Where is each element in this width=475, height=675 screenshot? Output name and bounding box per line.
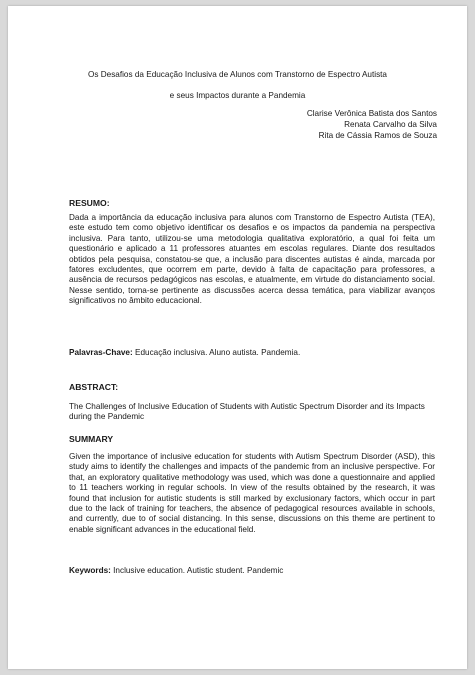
author-2: Renata Carvalho da Silva bbox=[344, 120, 437, 129]
author-3: Rita de Cássia Ramos de Souza bbox=[318, 131, 437, 140]
abstract-english-title: The Challenges of Inclusive Education of Students with Autistic Spectrum Disorder and its Impacts during the Pandemic bbox=[69, 402, 425, 422]
resumo-keywords-value: Educação inclusiva. Aluno autista. Pandemia. bbox=[135, 348, 301, 357]
resumo-keywords bbox=[69, 348, 435, 358]
summary-keywords-value: Inclusive education. Autistic student. Pandemic bbox=[113, 566, 284, 575]
resumo-heading: RESUMO: bbox=[69, 198, 110, 208]
abstract-heading: ABSTRACT: bbox=[69, 382, 119, 392]
document-page bbox=[8, 6, 467, 669]
summary-keywords bbox=[69, 566, 435, 576]
paper-title-line-2: e seus Impactos durante a Pandemia bbox=[169, 91, 306, 100]
resumo-text: Dada a importância da educação inclusiva para alunos com Transtorno de Espectro Autista (TEA), este estudo tem como objetivo identificar os desafios e os impactos da pandemia na perspectiva inclusiva. Para tanto, utilizou-se uma metodologia qualitativa exploratório, a qual foi feita um questionário e aplicado a 11 professores atuantes em escolas regulares. Diante dos resultados obtidos pela pesquisa, constatou-se que, a inclusão para discentes autistas é ainda, marcada por fatores excludentes, que ocorrem em parte, devido à falta de capacitação para professores, a ausência de recursos pedagógicos nas escolas, e atualmente, em virtude do distanciamento social. Nesse sentido, torna-se pertinente as discussões acerca dessa temática, para viabilizar avanços significativos no âmbito educacional. bbox=[69, 213, 435, 306]
summary-keywords-label: Keywords: bbox=[69, 566, 111, 575]
paper-title-line-1: Os Desafios da Educação Inclusiva de Alunos com Transtorno de Espectro Autista bbox=[87, 70, 387, 79]
resumo-keywords-label: Palavras-Chave: bbox=[69, 348, 133, 357]
summary-text: Given the importance of inclusive education for students with Autism Spectrum Disorder (ASD), this study aims to identify the challenges and impacts of the pandemic from an inclusive perspective. For that, an exploratory qualitative methodology was used, which was done a questionnaire and applied to 11 teachers working in regular schools. In view of the results obtained by the research, it was found that inclusion for autistic students is still marked by exclusionary factors, which occur in part due to the lack of training for teachers, the absence of pedagogical resources available in schools, and currently, due to of social distancing. In this sense, discussions on this theme are pertinent to enable significant advances in the educational field. bbox=[69, 452, 435, 534]
summary-heading: SUMMARY bbox=[69, 434, 114, 444]
author-1: Clarise Verônica Batista dos Santos bbox=[306, 109, 437, 118]
